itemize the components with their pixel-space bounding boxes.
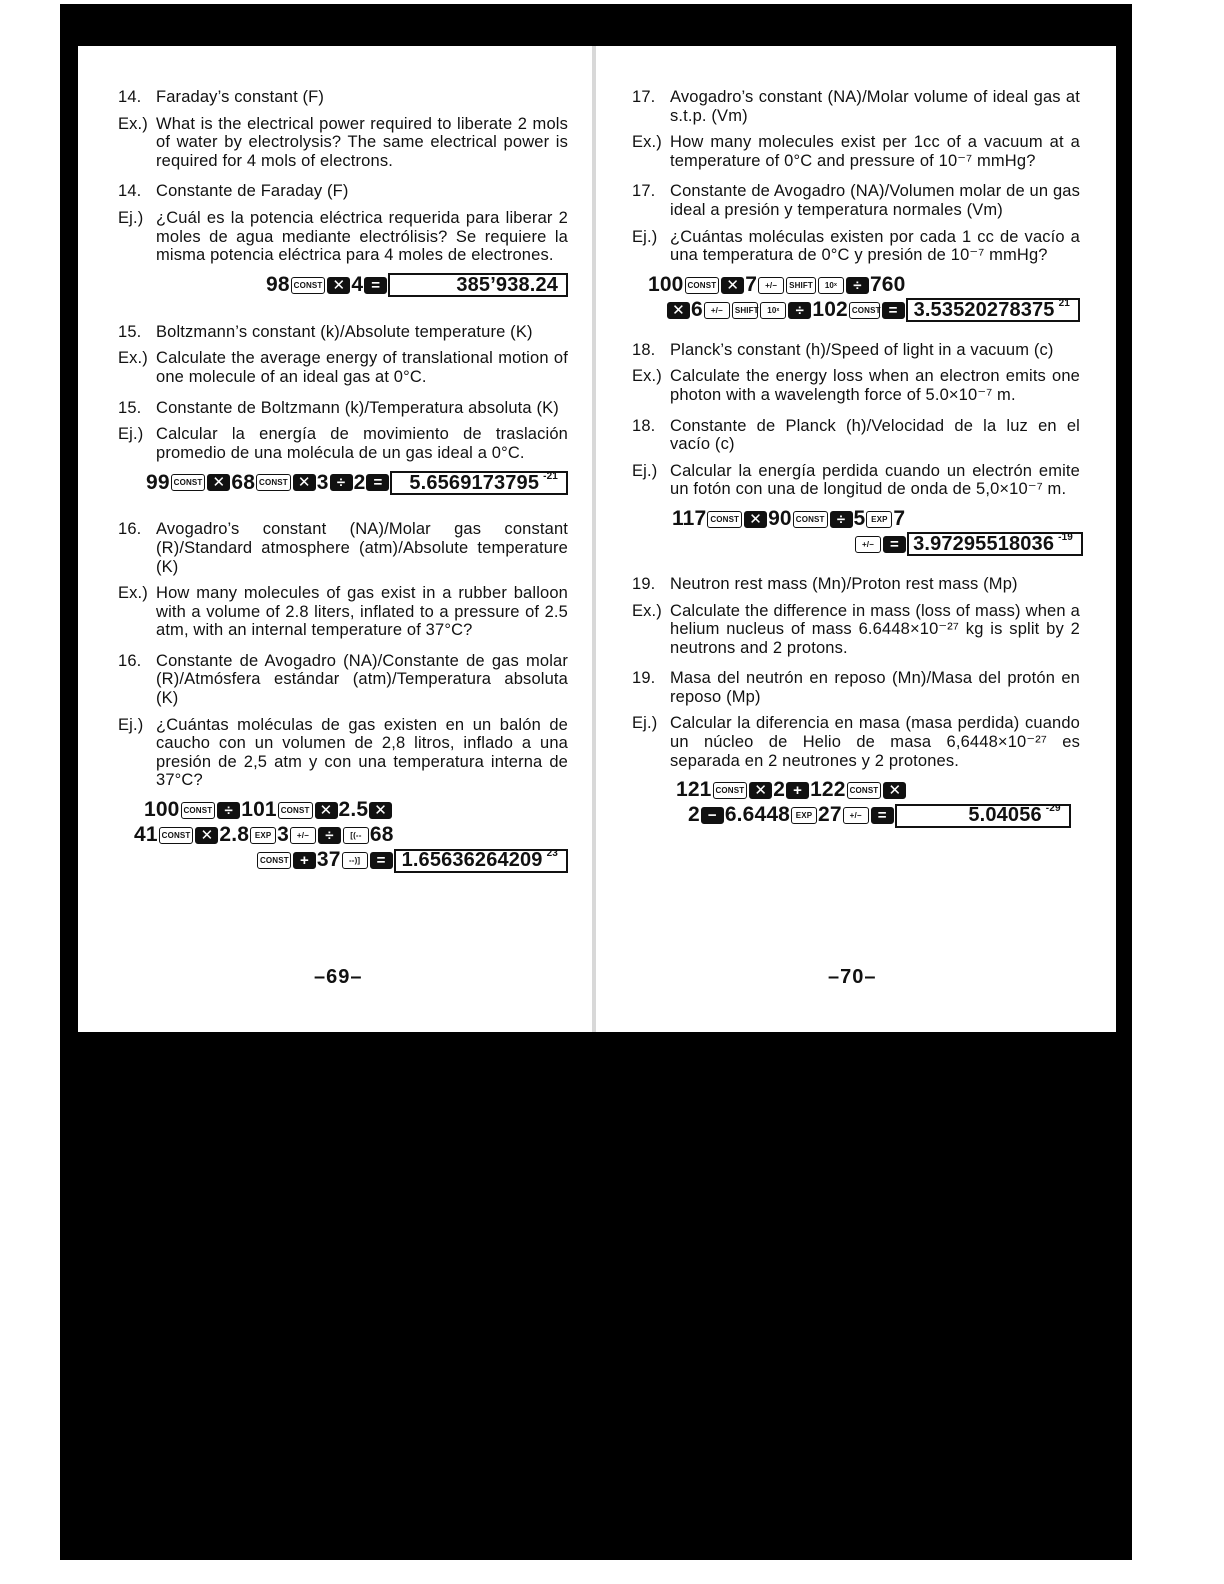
divide-key-icon: ÷	[846, 277, 869, 294]
exp-key-icon: EXP	[866, 511, 892, 528]
keystroke-number: 2	[353, 470, 366, 494]
keystroke-number: 2.8	[219, 823, 250, 847]
entry-19-example-es: Ej.) Calcular la diferencia en masa (masa perdida) cuando un núcleo de Helio de masa 6,6448×10⁻²⁷ es separada en 2 neutrones y 2 protones.	[632, 714, 1080, 770]
display-result: 385’938.24	[456, 273, 558, 296]
entry-14-title-es: 14. Constante de Faraday (F)	[118, 182, 349, 201]
entry-16-example-es: Ej.) ¿Cuántas moléculas de gas existen en un balón de caucho con un volumen de 2,8 litros, inflado a una presión de 2,5 atm y con una temperatura interna de 37°C?	[118, 715, 568, 790]
equals-key-icon: =	[366, 474, 389, 491]
calc-17	[632, 273, 1080, 327]
entry-14-example-es: Ej.) ¿Cuál es la potencia eléctrica requerida para liberar 2 moles de agua mediante electrólisis? Se requiere la misma potencia eléctrica para 4 moles de electrones.	[118, 208, 568, 265]
display-result: 1.65636264209	[401, 849, 543, 872]
entry-14-example-en: Ex.) What is the electrical power required to liberate 2 mols of water by electrolysis? The same electrical power is required for 4 mols of electrons.	[118, 114, 568, 170]
keystroke-number: 102	[812, 297, 848, 321]
keystroke-number: 7	[893, 507, 906, 531]
const-key-icon: CONST	[257, 852, 291, 869]
keystroke-number: 101	[241, 798, 277, 822]
entry-16-title-en: 16. Avogadro’s constant (NA)/Molar gas constant (R)/Standard atmosphere (atm)/Absolute temperature (K)	[118, 520, 568, 576]
const-key-icon: CONST	[685, 277, 720, 294]
entry-14-title-en: 14. Faraday’s constant (F)	[118, 88, 325, 106]
close-paren-key-icon: --)]	[342, 852, 368, 869]
minus-key-icon: −	[701, 807, 724, 824]
calculator-display	[394, 849, 568, 873]
keystroke-number: 3	[316, 470, 329, 494]
calc-14	[266, 273, 568, 303]
equals-key-icon: =	[882, 302, 905, 319]
keystroke-number: 7	[745, 272, 758, 296]
const-key-icon: CONST	[278, 802, 313, 819]
entry-15-example-es: Ej.) Calcular la energía de movimiento de traslación promedio de una molécula de un gas ideal a 0°C.	[118, 425, 568, 462]
keystroke-number: 2	[773, 778, 786, 802]
entry-19-title-es: 19. Masa del neutrón en reposo (Mn)/Masa del protón en reposo (Mp)	[632, 669, 1080, 706]
sign-key-icon: +/−	[855, 536, 881, 553]
entry-15-example-en: Ex.) Calculate the average energy of translational motion of one molecule of an ideal gas at 0°C.	[118, 349, 568, 386]
display-exponent: -19	[1058, 532, 1073, 544]
keystroke-number: 68	[231, 470, 256, 494]
keystroke-number: 760	[869, 272, 906, 296]
display-exponent: 23	[546, 848, 558, 860]
multiply-key-icon: ✕	[744, 511, 767, 528]
entry-18-title-en: 18. Planck’s constant (h)/Speed of light in a vacuum (c)	[632, 340, 1054, 359]
keystroke-number: 68	[369, 823, 394, 847]
display-exponent: 21	[1058, 297, 1070, 309]
keystroke-number: 100	[648, 272, 684, 296]
display-result: 5.04056	[968, 804, 1042, 827]
entry-19-title-en: 19. Neutron rest mass (Mn)/Proton rest mass (Mp)	[632, 574, 1018, 593]
const-key-icon: CONST	[291, 277, 326, 294]
keystroke-number: 117	[672, 507, 707, 531]
shift-key-icon: SHIFT	[732, 302, 759, 319]
keystroke-number: 5	[853, 507, 866, 531]
entry-16-example-en: Ex.) How many molecules of gas exist in a rubber balloon with a volume of 2.8 liters, inflated to a pressure of 2.5 atm, with an internal temperature of 37°C?	[118, 584, 568, 640]
ten-power-key-icon: 10ˣ	[760, 302, 786, 319]
keystroke-number: 6	[691, 297, 703, 321]
entry-15-title-es: 15. Constante de Boltzmann (k)/Temperatura absoluta (K)	[118, 398, 559, 417]
const-key-icon: CONST	[849, 302, 880, 319]
right-column	[632, 88, 1080, 832]
calculator-display	[906, 298, 1080, 322]
display-result: 3.53520278375	[913, 298, 1055, 321]
left-column	[118, 88, 568, 878]
calculator-display	[907, 532, 1083, 556]
keystroke-number: 2	[688, 803, 700, 827]
entry-18-title-es: 18. Constante de Planck (h)/Velocidad de la luz en el vacío (c)	[632, 416, 1080, 454]
keystroke-number: 3	[277, 823, 289, 847]
multiply-key-icon: ✕	[667, 302, 690, 319]
keystroke-number: 27	[817, 803, 842, 827]
page-number-right: –70–	[828, 966, 877, 988]
shift-key-icon: SHIFT	[786, 277, 816, 294]
equals-key-icon: =	[871, 807, 894, 824]
keystroke-number: 122	[810, 778, 846, 802]
sign-key-icon: +/−	[758, 277, 784, 294]
entry-18-example-en: Ex.) Calculate the energy loss when an electron emits one photon with a wavelength force of 5.0×10⁻⁷ m.	[632, 367, 1080, 404]
plus-key-icon: +	[293, 852, 316, 869]
keystroke-number: 4	[351, 272, 364, 296]
divide-key-icon: ÷	[318, 827, 341, 844]
keystroke-number: 99	[146, 470, 170, 494]
plus-key-icon: +	[786, 782, 809, 799]
keystroke-number: 41	[134, 823, 158, 847]
const-key-icon: CONST	[707, 511, 742, 528]
multiply-key-icon: ✕	[749, 782, 772, 799]
sign-key-icon: +/−	[704, 302, 730, 319]
divide-key-icon: ÷	[330, 474, 353, 491]
equals-key-icon: =	[364, 277, 387, 294]
entry-19-example-en: Ex.) Calculate the difference in mass (loss of mass) when a helium nucleus of mass 6.6448×10⁻²⁷ kg is split by 2 neutrons and 2 protons.	[632, 601, 1080, 657]
keystroke-number: 2.5	[338, 798, 369, 822]
sign-key-icon: +/−	[843, 807, 869, 824]
display-exponent: -29	[1045, 803, 1061, 815]
multiply-key-icon: ✕	[293, 474, 316, 491]
keystroke-number: 121	[676, 778, 712, 802]
exp-key-icon: EXP	[250, 827, 276, 844]
equals-key-icon: =	[883, 536, 906, 553]
entry-18-example-es: Ej.) Calcular la energía perdida cuando un electrón emite un fotón con una de longitud de onda de 5,0×10⁻⁷ m.	[632, 461, 1080, 499]
keystroke-number: 90	[768, 507, 792, 531]
calc-16	[118, 798, 568, 878]
entry-17-title-es: 17. Constante de Avogadro (NA)/Volumen molar de un gas ideal a presión y temperatura normales (Vm)	[632, 182, 1080, 219]
const-key-icon: CONST	[793, 511, 828, 528]
calculator-display	[895, 804, 1071, 828]
keystroke-number: 100	[144, 798, 180, 822]
display-result: 3.97295518036	[913, 533, 1055, 556]
multiply-key-icon: ✕	[327, 277, 350, 294]
multiply-key-icon: ✕	[721, 277, 744, 294]
entry-17-example-es: Ej.) ¿Cuántas moléculas existen por cada 1 cc de vacío a una temperatura de 0°C y presión de 10⁻⁷ mmHg?	[632, 227, 1080, 265]
page-number-left: –69–	[314, 966, 363, 988]
multiply-key-icon: ✕	[315, 802, 338, 819]
const-key-icon: CONST	[181, 802, 216, 819]
keystroke-number: 98	[266, 272, 290, 296]
equals-key-icon: =	[370, 852, 393, 869]
book-fold	[592, 46, 596, 1032]
display-result: 5.6569173795	[409, 471, 540, 494]
const-key-icon: CONST	[171, 474, 206, 491]
exp-key-icon: EXP	[791, 807, 817, 824]
const-key-icon: CONST	[159, 827, 194, 844]
const-key-icon: CONST	[713, 782, 748, 799]
multiply-key-icon: ✕	[369, 802, 392, 819]
multiply-key-icon: ✕	[195, 827, 218, 844]
const-key-icon: CONST	[847, 782, 882, 799]
entry-17-example-en: Ex.) How many molecules exist per 1cc of a vacuum at a temperature of 0°C and pressure of 10⁻⁷ mmHg?	[632, 133, 1080, 170]
entry-16-title-es: 16. Constante de Avogadro (NA)/Constante de gas molar (R)/Atmósfera estándar (atm)/Temperatura absoluta (K)	[118, 651, 568, 708]
sign-key-icon: +/−	[290, 827, 316, 844]
multiply-key-icon: ✕	[207, 474, 230, 491]
calc-15	[146, 470, 568, 500]
entry-17-title-en: 17. Avogadro’s constant (NA)/Molar volume of ideal gas at s.t.p. (Vm)	[632, 88, 1080, 125]
divide-key-icon: ÷	[830, 511, 853, 528]
divide-key-icon: ÷	[217, 802, 240, 819]
calculator-display	[388, 273, 568, 297]
const-key-icon: CONST	[256, 474, 291, 491]
keystroke-number: 37	[316, 848, 341, 872]
calc-18	[632, 507, 1080, 561]
ten-power-key-icon: 10ˣ	[818, 277, 844, 294]
multiply-key-icon: ✕	[883, 782, 906, 799]
entry-15-title-en: 15. Boltzmann’s constant (k)/Absolute temperature (K)	[118, 322, 533, 341]
divide-key-icon: ÷	[788, 302, 811, 319]
calculator-display	[390, 471, 568, 495]
display-exponent: -21	[543, 470, 559, 482]
open-paren-key-icon: [(--	[343, 827, 369, 844]
keystroke-number: 6.6448	[724, 803, 790, 827]
calc-19	[632, 778, 1080, 832]
